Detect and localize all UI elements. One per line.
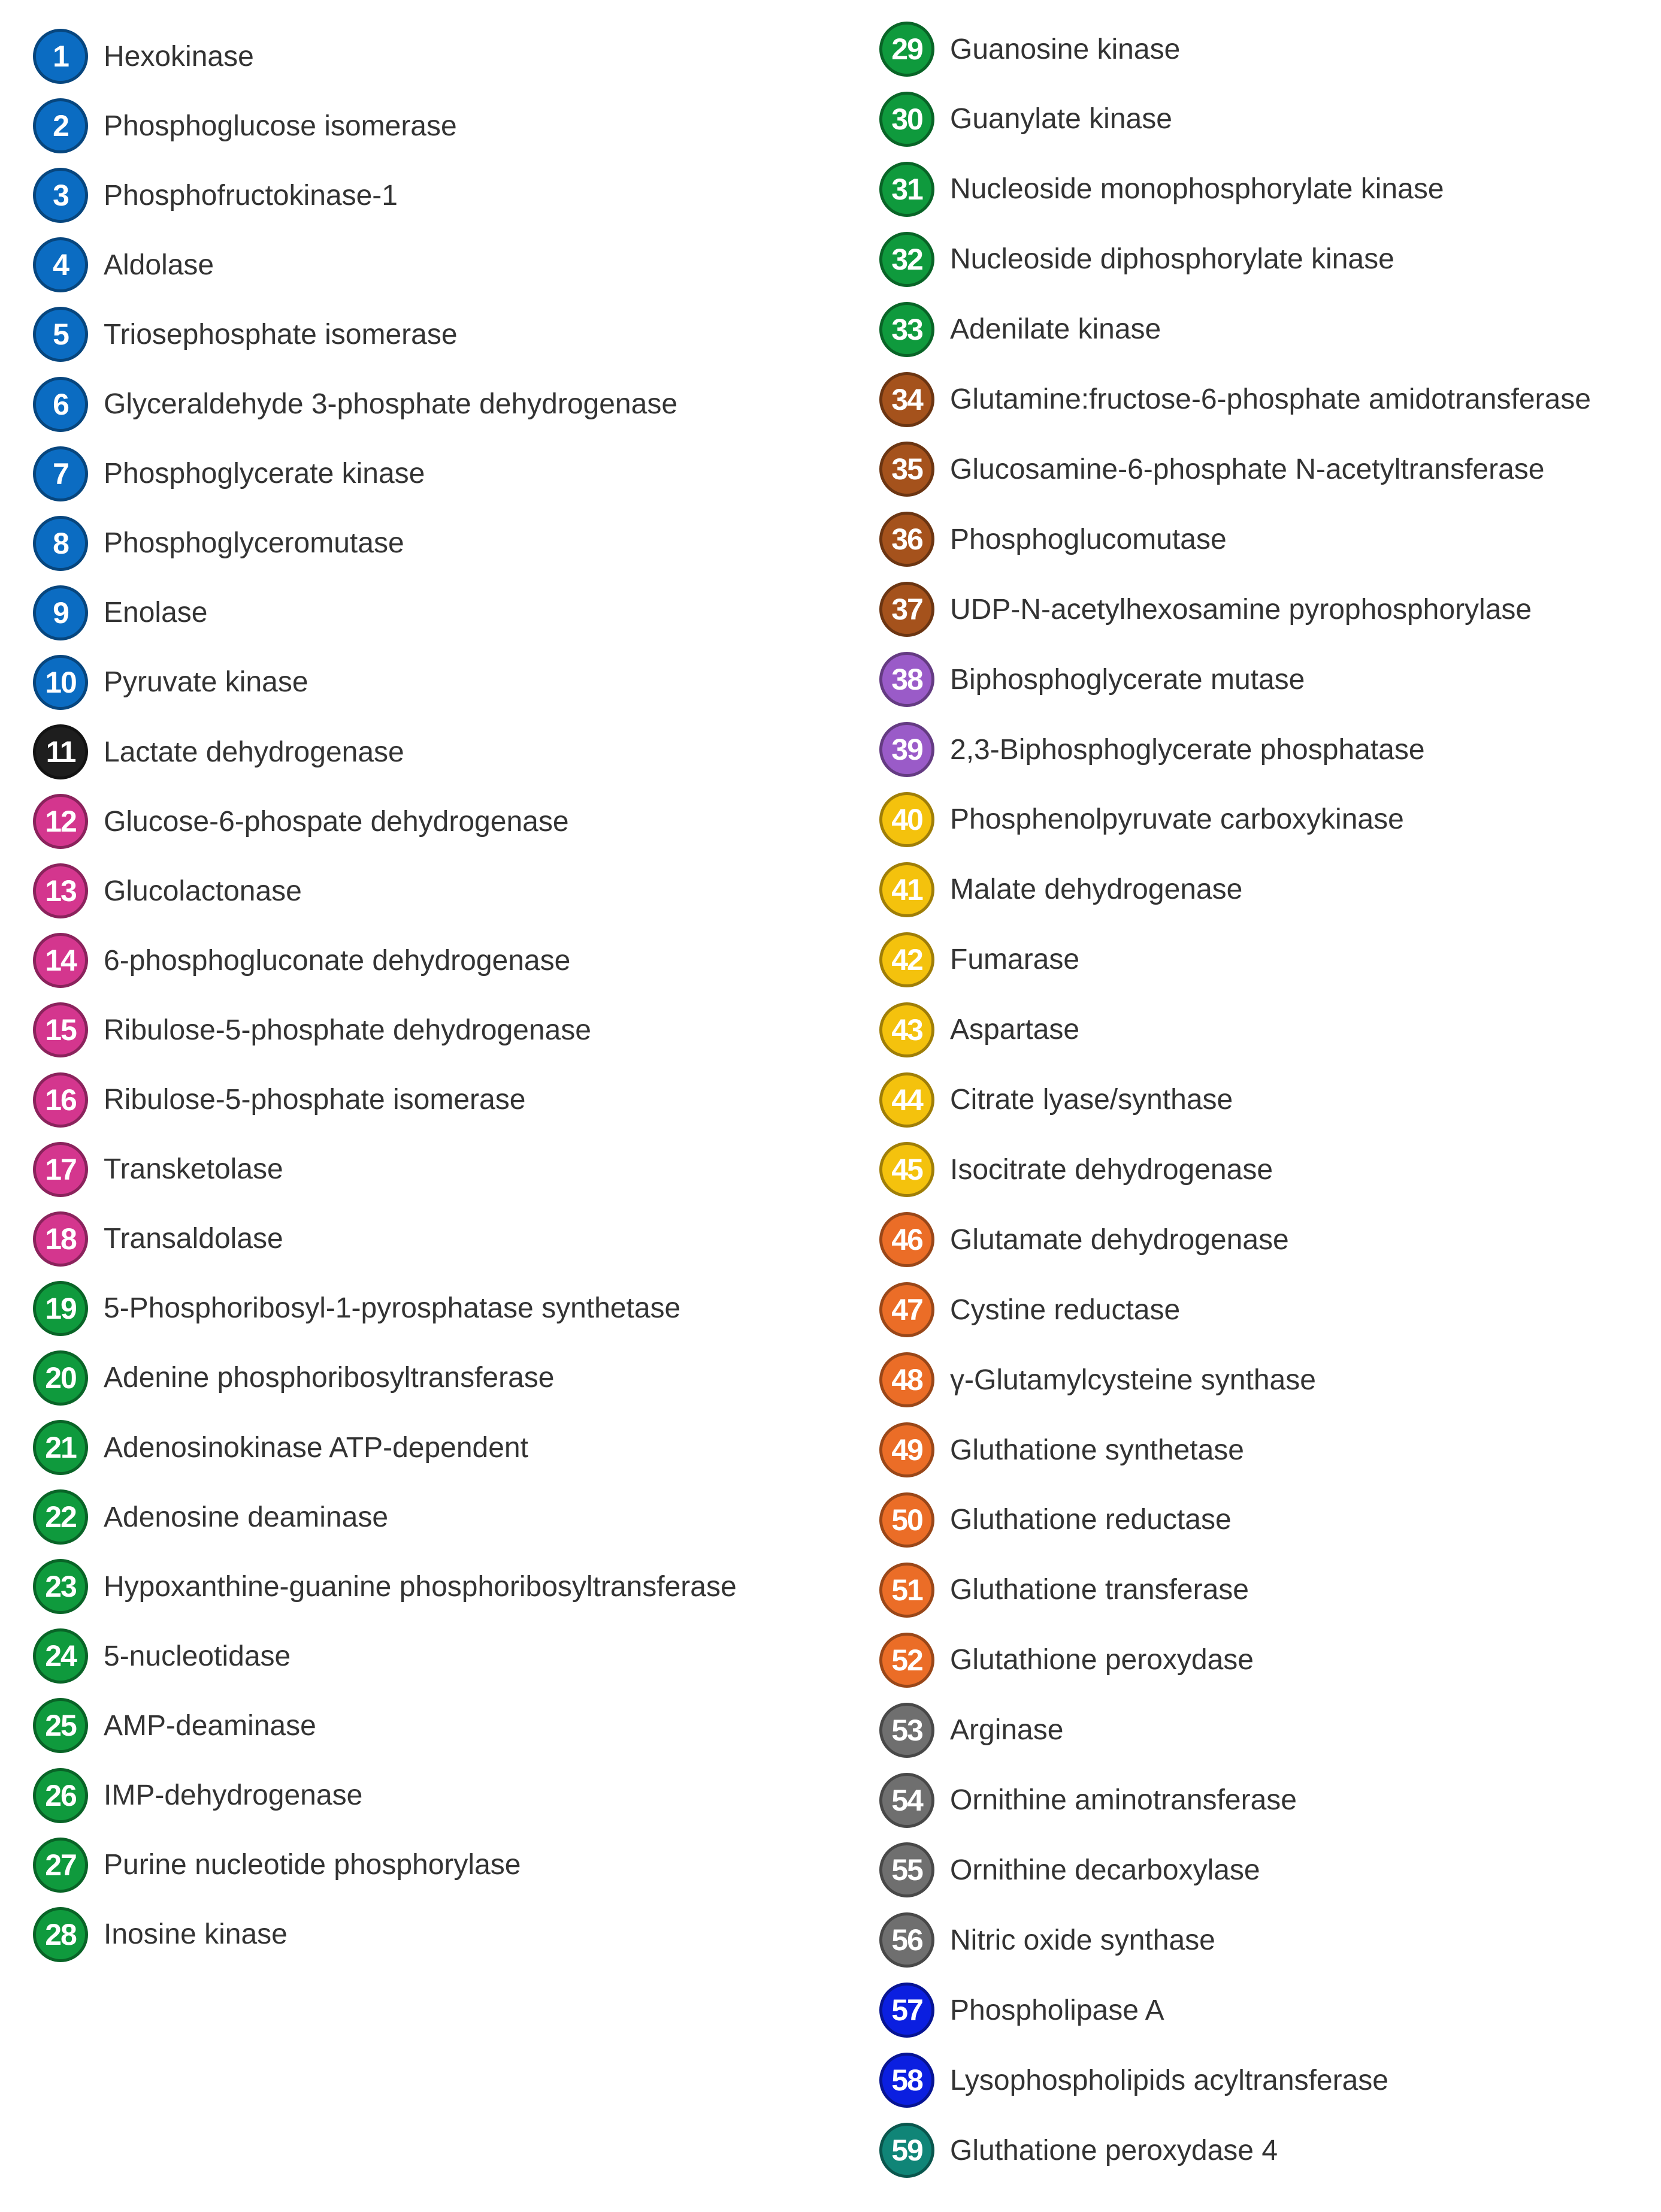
enzyme-label: Glucolactonase	[104, 875, 302, 907]
number-badge-icon: 4	[33, 237, 88, 292]
number-badge-icon: 55	[879, 1842, 934, 1897]
legend-item	[879, 999, 1079, 1061]
enzyme-label: Lysophospholipids acyltransferase	[950, 2064, 1388, 2096]
number-badge-icon: 28	[33, 1907, 88, 1962]
number-badge-icon: 2	[33, 98, 88, 153]
legend-item	[879, 1208, 1289, 1271]
legend-item	[33, 512, 404, 575]
number-badge-icon: 18	[33, 1211, 88, 1267]
legend-item	[33, 1903, 288, 1966]
enzyme-label: Isocitrate dehydrogenase	[950, 1153, 1273, 1186]
number-badge-icon: 33	[879, 302, 934, 357]
enzyme-label: Arginase	[950, 1714, 1064, 1746]
number-badge-icon: 37	[879, 582, 934, 637]
legend-item	[879, 18, 1180, 80]
enzyme-label: Citrate lyase/synthase	[950, 1084, 1233, 1116]
number-badge-icon: 19	[33, 1281, 88, 1336]
legend-item	[879, 2119, 1278, 2181]
number-badge-icon: 36	[879, 512, 934, 567]
legend-item	[33, 95, 457, 157]
legend-item	[33, 651, 308, 714]
legend-item	[33, 1694, 316, 1757]
enzyme-label: Glutamate dehydrogenase	[950, 1223, 1289, 1256]
enzyme-label: Enolase	[104, 597, 208, 629]
enzyme-label: Phospholipase A	[950, 1994, 1164, 2026]
enzyme-label: Ribulose-5-phosphate dehydrogenase	[104, 1014, 591, 1046]
enzyme-label: 6-phosphogluconate dehydrogenase	[104, 944, 571, 977]
enzyme-label: Malate dehydrogenase	[950, 874, 1243, 906]
number-badge-icon: 29	[879, 22, 934, 77]
legend-item	[879, 1839, 1260, 1901]
enzyme-label: Adenine phosphoribosyltransferase	[104, 1362, 555, 1394]
number-badge-icon: 27	[33, 1838, 88, 1893]
enzyme-label: Nucleoside monophosphorylate kinase	[950, 173, 1444, 206]
number-badge-icon: 17	[33, 1142, 88, 1197]
enzyme-label: Purine nucleotide phosphorylase	[104, 1849, 521, 1881]
legend-item	[33, 1069, 525, 1131]
number-badge-icon: 24	[33, 1628, 88, 1684]
number-badge-icon: 42	[879, 932, 934, 987]
number-badge-icon: 32	[879, 232, 934, 287]
legend-item	[879, 1279, 1180, 1341]
enzyme-label: 5-nucleotidase	[104, 1640, 291, 1672]
number-badge-icon: 43	[879, 1002, 934, 1057]
enzyme-label: Gluthatione synthetase	[950, 1434, 1244, 1466]
enzyme-label: Glutamine:fructose-6-phosphate amidotransferase	[950, 383, 1591, 415]
number-badge-icon: 47	[879, 1282, 934, 1337]
legend-item	[33, 373, 677, 436]
number-badge-icon: 9	[33, 585, 88, 640]
legend-item	[879, 648, 1305, 711]
number-badge-icon: 57	[879, 1983, 934, 2038]
legend-item	[33, 721, 404, 783]
number-badge-icon: 7	[33, 446, 88, 501]
enzyme-label: Cystine reductase	[950, 1294, 1181, 1326]
number-badge-icon: 52	[879, 1633, 934, 1688]
legend-item	[879, 1629, 1254, 1691]
enzyme-label: Phosphoglucose isomerase	[104, 110, 457, 142]
number-badge-icon: 46	[879, 1212, 934, 1267]
legend-item	[879, 1699, 1063, 1761]
legend-item	[33, 1416, 528, 1479]
number-badge-icon: 48	[879, 1352, 934, 1407]
legend-item	[33, 1486, 388, 1548]
number-badge-icon: 23	[33, 1559, 88, 1614]
number-badge-icon: 6	[33, 377, 88, 432]
enzyme-label: Adenosinokinase ATP-dependent	[104, 1431, 528, 1464]
legend-item	[33, 860, 302, 922]
number-badge-icon: 31	[879, 162, 934, 217]
number-badge-icon: 15	[33, 1002, 88, 1057]
enzyme-label: Guanosine kinase	[950, 33, 1181, 65]
number-badge-icon: 45	[879, 1142, 934, 1197]
legend-item	[879, 929, 1079, 991]
enzyme-label: Phosphoglyceromutase	[104, 527, 404, 560]
legend-item	[879, 718, 1425, 781]
enzyme-label: Phosphoglycerate kinase	[104, 458, 425, 490]
number-badge-icon: 39	[879, 722, 934, 777]
number-badge-icon: 5	[33, 307, 88, 362]
number-badge-icon: 58	[879, 2053, 934, 2108]
legend-item	[33, 234, 214, 296]
number-badge-icon: 40	[879, 792, 934, 847]
number-badge-icon: 44	[879, 1072, 934, 1128]
number-badge-icon: 34	[879, 372, 934, 427]
legend-item	[33, 164, 398, 226]
enzyme-label: AMP-deaminase	[104, 1709, 316, 1742]
enzyme-label: Nitric oxide synthase	[950, 1924, 1215, 1956]
number-badge-icon: 22	[33, 1489, 88, 1545]
enzyme-label: Aldolase	[104, 249, 214, 281]
legend-item	[879, 1559, 1249, 1621]
legend-item	[33, 1208, 283, 1270]
enzyme-label: Ornithine decarboxylase	[950, 1854, 1260, 1886]
legend-item	[33, 1764, 362, 1827]
number-badge-icon: 38	[879, 652, 934, 707]
enzyme-label: Hexokinase	[104, 40, 254, 72]
enzyme-label: Transketolase	[104, 1153, 283, 1186]
number-badge-icon: 51	[879, 1563, 934, 1618]
legend-item	[879, 228, 1394, 291]
number-badge-icon: 16	[33, 1072, 88, 1128]
number-badge-icon: 14	[33, 933, 88, 988]
legend-item	[879, 1138, 1273, 1201]
enzyme-label: Gluthatione reductase	[950, 1504, 1232, 1536]
number-badge-icon: 20	[33, 1350, 88, 1406]
legend-item	[33, 1347, 554, 1409]
number-badge-icon: 59	[879, 2123, 934, 2178]
enzyme-label: Lactate dehydrogenase	[104, 736, 404, 768]
number-badge-icon: 1	[33, 29, 88, 84]
enzyme-label: Fumarase	[950, 944, 1080, 976]
enzyme-label: 2,3-Biphosphoglycerate phosphatase	[950, 733, 1425, 766]
enzyme-label: IMP-dehydrogenase	[104, 1779, 363, 1811]
enzyme-label: Biphosphoglycerate mutase	[950, 663, 1305, 696]
number-badge-icon: 13	[33, 863, 88, 918]
legend-item	[33, 443, 425, 505]
legend-item	[33, 1277, 680, 1340]
legend-item	[33, 929, 570, 992]
legend-item	[33, 790, 569, 853]
legend-item	[33, 582, 207, 644]
number-badge-icon: 30	[879, 92, 934, 147]
enzyme-label: Nucleoside diphosphorylate kinase	[950, 243, 1394, 276]
enzyme-label: Triosephosphate isomerase	[104, 318, 458, 350]
enzyme-label: Ribulose-5-phosphate isomerase	[104, 1084, 526, 1116]
legend-item	[879, 578, 1532, 640]
enzyme-label: Transaldolase	[104, 1223, 283, 1255]
enzyme-label: Gluthatione transferase	[950, 1574, 1249, 1606]
legend-item	[879, 1979, 1164, 2041]
legend-item	[879, 368, 1591, 431]
legend-item	[879, 788, 1404, 851]
legend-item	[879, 88, 1172, 150]
legend-item	[879, 859, 1242, 921]
enzyme-label: Phosphenolpyruvate carboxykinase	[950, 803, 1404, 836]
enzyme-label: 5-Phosphoribosyl-1-pyrosphatase synthetase	[104, 1292, 681, 1325]
legend-item	[33, 1555, 737, 1618]
enzyme-label: Guanylate kinase	[950, 103, 1172, 135]
number-badge-icon: 12	[33, 794, 88, 849]
number-badge-icon: 54	[879, 1773, 934, 1828]
number-badge-icon: 35	[879, 442, 934, 497]
number-badge-icon: 56	[879, 1912, 934, 1968]
number-badge-icon: 21	[33, 1420, 88, 1475]
legend-item	[879, 508, 1227, 570]
number-badge-icon: 8	[33, 516, 88, 571]
number-badge-icon: 25	[33, 1698, 88, 1753]
legend-item	[33, 303, 458, 365]
number-badge-icon: 41	[879, 862, 934, 917]
enzyme-label: Pyruvate kinase	[104, 666, 308, 699]
enzyme-label: Hypoxanthine-guanine phosphoribosyltransferase	[104, 1570, 737, 1603]
legend-item	[33, 1834, 521, 1896]
number-badge-icon: 26	[33, 1768, 88, 1823]
enzyme-label: Adenilate kinase	[950, 313, 1161, 346]
enzyme-label: Glyceraldehyde 3-phosphate dehydrogenase	[104, 388, 678, 420]
legend-item	[33, 25, 254, 87]
number-badge-icon: 49	[879, 1422, 934, 1477]
enzyme-label: Gluthatione peroxydase 4	[950, 2134, 1278, 2166]
legend-item	[33, 1625, 291, 1687]
number-badge-icon: 3	[33, 168, 88, 223]
legend-item	[879, 158, 1444, 220]
enzyme-label: γ-Glutamylcysteine synthase	[950, 1364, 1316, 1396]
enzyme-label: Glutathione peroxydase	[950, 1644, 1254, 1676]
number-badge-icon: 50	[879, 1492, 934, 1548]
legend-item	[33, 999, 591, 1061]
legend-item	[879, 1419, 1244, 1481]
legend-item	[33, 1138, 283, 1201]
enzyme-label: Glucosamine-6-phosphate N-acetyltransferase	[950, 453, 1545, 485]
legend-item	[879, 1349, 1316, 1411]
legend-item	[879, 1489, 1232, 1551]
enzyme-label: Ornithine aminotransferase	[950, 1784, 1297, 1816]
enzyme-label: Adenosine deaminase	[104, 1501, 389, 1533]
enzyme-label: Phosphoglucomutase	[950, 523, 1227, 555]
legend-item	[879, 1769, 1297, 1832]
enzyme-label: UDP-N-acetylhexosamine pyrophosphorylase	[950, 593, 1532, 625]
enzyme-label: Inosine kinase	[104, 1918, 288, 1951]
number-badge-icon: 10	[33, 655, 88, 710]
legend-item	[879, 1909, 1215, 1971]
legend-item	[879, 298, 1161, 361]
legend-item	[879, 2049, 1388, 2111]
legend-item	[879, 1069, 1233, 1131]
enzyme-label: Phosphofructokinase-1	[104, 179, 398, 211]
number-badge-icon: 53	[879, 1703, 934, 1758]
enzyme-label: Glucose-6-phospate dehydrogenase	[104, 805, 569, 838]
enzyme-label: Aspartase	[950, 1014, 1080, 1046]
legend-item	[879, 438, 1544, 500]
number-badge-icon: 11	[33, 724, 88, 779]
